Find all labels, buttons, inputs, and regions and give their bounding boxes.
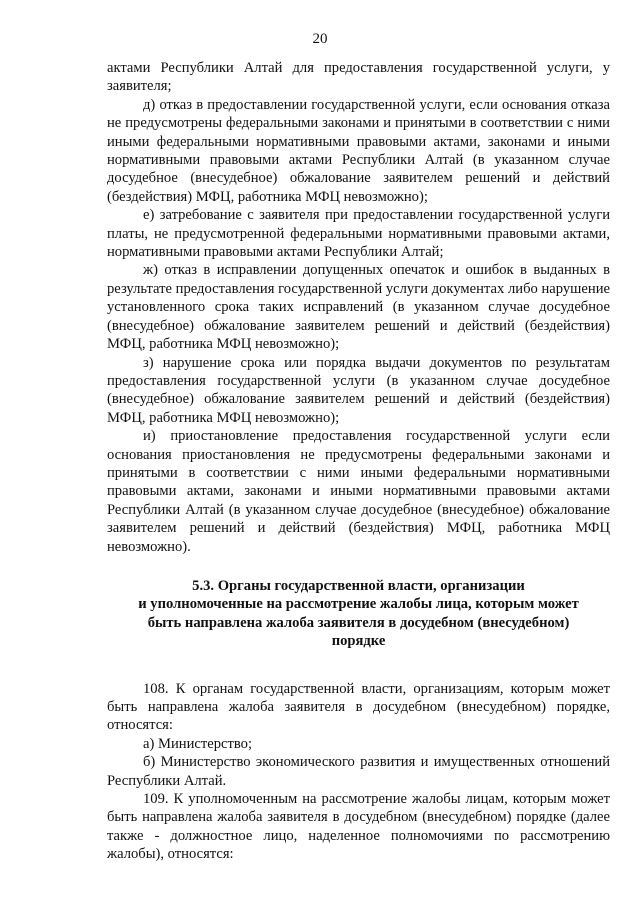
- paragraph-108-b: б) Министерство экономического развития и имущественных отношений Республики Алтай.: [107, 754, 610, 789]
- section-heading-line: и уполномоченные на рассмотрение жалобы лица, которым может: [138, 596, 579, 613]
- page-number: 20: [312, 31, 328, 47]
- paragraph-item-i: и) приостановление предоставления государственной услуги если основания приостановления не предусмотрены федеральными законами и принятыми в соответствии с ними иными федеральными нормативными правовыми актами, законами и иными нормативными правовыми актами Республики Алтай (в указанном случае досудебное (внесудебное) обжалование заявителем решений и действий (бездействия) МФЦ, работника МФЦ невозможно).: [107, 428, 610, 555]
- section-heading: [107, 577, 610, 651]
- paragraph-item-zh: ж) отказ в исправлении допущенных опечаток и ошибок в выданных в результате предоставления государственной услуги документах либо нарушение установленного срока таких исправлений (в указанном случае досудебное (внесудебное) обжалование заявителем решений и действий (бездействия) МФЦ, работника МФЦ невозможно);: [107, 262, 610, 353]
- section-heading-line: порядке: [331, 633, 386, 650]
- paragraph-continuation: актами Республики Алтай для предоставления государственной услуги, у заявителя;: [107, 60, 610, 95]
- section-heading-line: 5.3. Органы государственной власти, организации: [192, 577, 525, 594]
- paragraph-108: 108. К органам государственной власти, организациям, которым может быть направлена жалоба заявителя в досудебном (внесудебном) порядке, относятся:: [107, 680, 610, 734]
- paragraph-108-a: а) Министерство;: [143, 735, 253, 752]
- section-heading-line: быть направлена жалоба заявителя в досудебном (внесудебном): [147, 614, 570, 631]
- paragraph-item-z: з) нарушение срока или порядка выдачи документов по результатам предоставления государственной услуги (в указанном случае досудебное (внесудебное) обжалование заявителем решений и действий (бездействия) МФЦ, работника МФЦ невозможно);: [107, 354, 610, 426]
- paragraph-109: 109. К уполномоченным на рассмотрение жалобы лицам, которым может быть направлена жалоба заявителя в досудебном (внесудебном) порядке (далее также - должностное лицо, наделенное полномочиями по рассмотрению жалобы), относятся:: [107, 791, 610, 863]
- paragraph-item-d: д) отказ в предоставлении государственной услуги, если основания отказа не предусмотрены федеральными законами и принятыми в соответствии с ними иными федеральными нормативными правовыми актами, законами и иными нормативными правовыми актами Республики Алтай (в указанном случае досудебное (внесудебное) обжалование заявителем решений и действий (бездействия) МФЦ, работника МФЦ невозможно);: [107, 96, 610, 205]
- document-body: [107, 59, 610, 864]
- paragraph-item-e: е) затребование с заявителя при предоставлении государственной услуги платы, не предусмотренной федеральными нормативными правовыми актами, нормативными правовыми актами Республики Алтай;: [107, 207, 610, 261]
